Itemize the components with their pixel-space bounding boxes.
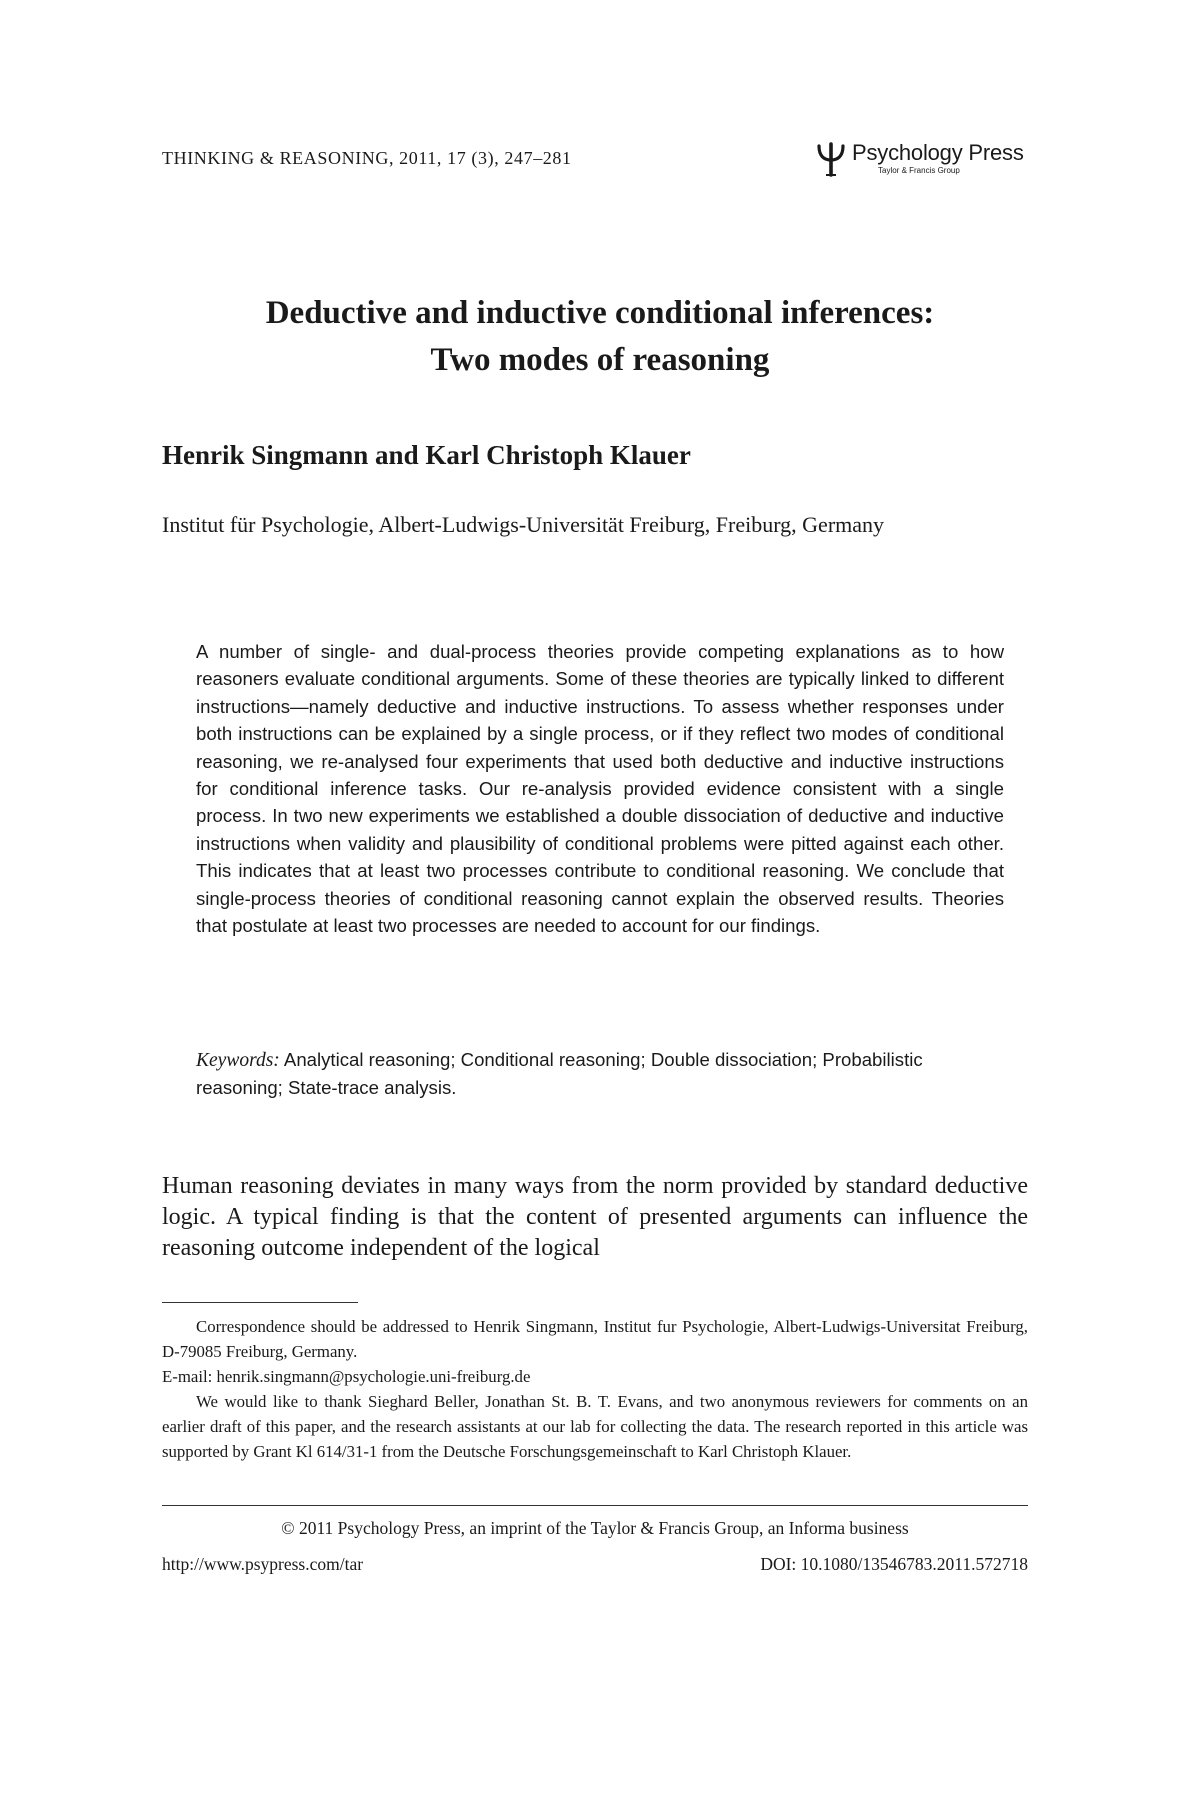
journal-url: http://www.psypress.com/tar <box>162 1554 364 1574</box>
running-head: THINKING & REASONING, 2011, 17 (3), 247–281 <box>162 148 572 168</box>
keywords-label: Keywords: <box>196 1050 280 1071</box>
publisher-tagline: Taylor & Francis Group <box>878 166 960 175</box>
footnotes <box>162 1314 1028 1464</box>
footnote-divider <box>162 1302 358 1303</box>
psi-icon <box>816 142 846 178</box>
keywords <box>196 1046 1004 1102</box>
publisher-text <box>852 142 1024 176</box>
publisher-block <box>816 142 1024 178</box>
title-line-2: Two modes of reasoning <box>430 342 770 378</box>
footnote-acknowledgements: We would like to thank Sieghard Beller, Jonathan St. B. T. Evans, and two anonymous reviewers for comments on an earlier draft of this paper, and the research assistants at our lab for collecting the data. The research reported in this article was supported by Grant Kl 614/31-1 from the Deutsche Forschungsgemeinschaft to Karl Christoph Klauer. <box>162 1392 1028 1461</box>
abstract: A number of single- and dual-process theories provide competing explanations as to how reasoners evaluate conditional arguments. Some of these theories are typically linked to different instructions—namely deductive and inductive instructions. To assess whether responses under both instructions can be explained by a single process, or if they reflect two modes of conditional reasoning, we re-analysed four experiments that used both deductive and inductive instructions for conditional inference tasks. Our re-analysis provided evidence consistent with a single process. In two new experiments we established a double dissociation of deductive and inductive instructions when validity and plausibility of conditional problems were pitted against each other. This indicates that at least two processes contribute to conditional reasoning. We conclude that single-process theories of conditional reasoning cannot explain the observed results. Theories that postulate at least two processes are needed to account for our findings. <box>196 641 1004 937</box>
doi: DOI: 10.1080/13546783.2011.572718 <box>760 1554 1028 1574</box>
article-title <box>162 290 1038 384</box>
title-line-1: Deductive and inductive conditional inferences: <box>265 295 935 331</box>
body-paragraph: Human reasoning deviates in many ways from the norm provided by standard deductive logic. A typical finding is that the content of presented arguments can influence the reasoning outcome independent of the logical <box>162 1173 1028 1261</box>
authors: Henrik Singmann and Karl Christoph Klauer <box>162 440 691 470</box>
footer-divider <box>162 1505 1028 1506</box>
footnote-correspondence: Correspondence should be addressed to Henrik Singmann, Institut fur Psychologie, Albert-Ludwigs-Universitat Freiburg, D-79085 Freiburg, Germany. <box>162 1317 1028 1361</box>
publisher-name: Psychology Press <box>852 140 1024 165</box>
affiliation: Institut für Psychologie, Albert-Ludwigs-Universität Freiburg, Freiburg, Germany <box>162 512 885 537</box>
footnote-email: E-mail: henrik.singmann@psychologie.uni-freiburg.de <box>162 1367 531 1386</box>
copyright-line: © 2011 Psychology Press, an imprint of the Taylor & Francis Group, an Informa business <box>281 1518 909 1538</box>
keywords-text: Analytical reasoning; Conditional reasoning; Double dissociation; Probabilistic reasoning; State-trace analysis. <box>196 1049 923 1099</box>
